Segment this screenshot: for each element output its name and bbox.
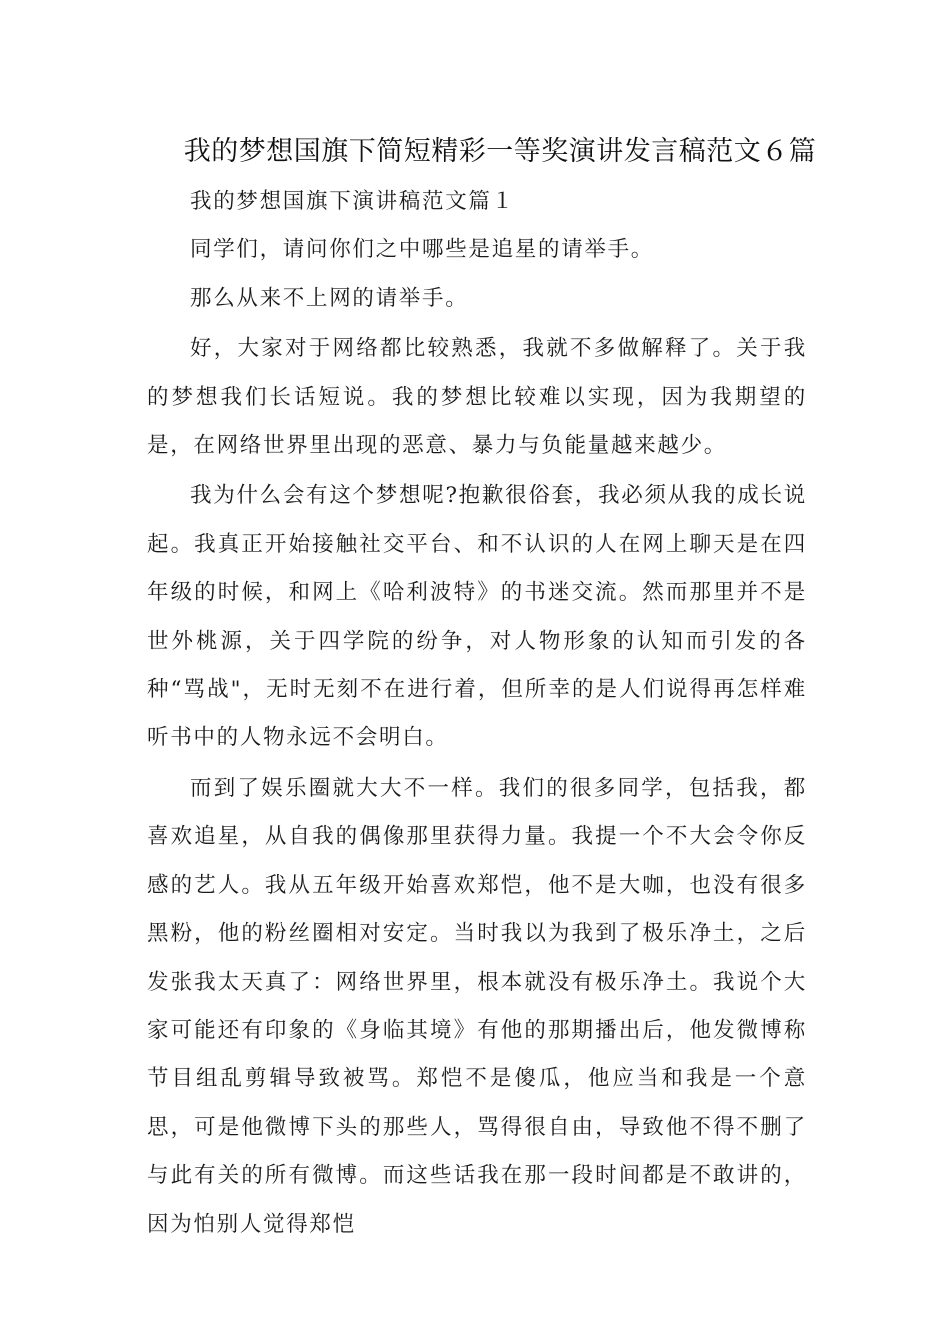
document-body [147,178,807,1249]
paragraph: 那么从来不上网的请举手。 [190,285,469,311]
document-title: 我的梦想国旗下简短精彩一等奖演讲发言稿范文６篇 [183,136,817,167]
paragraph: 同学们，请问你们之中哪些是追星的请举手。 [190,237,655,263]
section-heading: 我的梦想国旗下演讲稿范文篇１ [190,189,515,214]
paragraph: 我为什么会有这个梦想呢?抱歉很俗套，我必须从我的成长说起。我真正开始接触社交平台、和不认识的人在网上聊天是在四年级的时候，和网上《哈利波特》的书迷交流。然而那里并不是世外桃源，关于四学院的纷争，对人物形象的认知而引发的各种“骂战"，无时无刻不在进行着，但所幸的是人们说得再怎样难听书中的人物永远不会明白。 [147,483,807,751]
paragraph: 好，大家对于网络都比较熟悉，我就不多做解释了。关于我的梦想我们长话短说。我的梦想比较难以实现，因为我期望的是，在网络世界里出现的恶意、暴力与负能量越来越少。 [147,336,807,459]
paragraph: 而到了娱乐圈就大大不一样。我们的很多同学，包括我，都喜欢追星，从自我的偶像那里获得力量。我提一个不大会令你反感的艺人。我从五年级开始喜欢郑恺，他不是大咖，也没有很多黑粉，他的粉丝圈相对安定。当时我以为我到了极乐净土，之后发张我太天真了：网络世界里，根本就没有极乐净土。我说个大家可能还有印象的《身临其境》有他的那期播出后，他发微博称节目组乱剪辑导致被骂。郑恺不是傻瓜，他应当和我是一个意思，可是他微博下头的那些人，骂得很自由，导致他不得不删了与此有关的所有微博。而这些话我在那一段时间都是不敢讲的，因为怕别人觉得郑恺 [147,775,807,1237]
